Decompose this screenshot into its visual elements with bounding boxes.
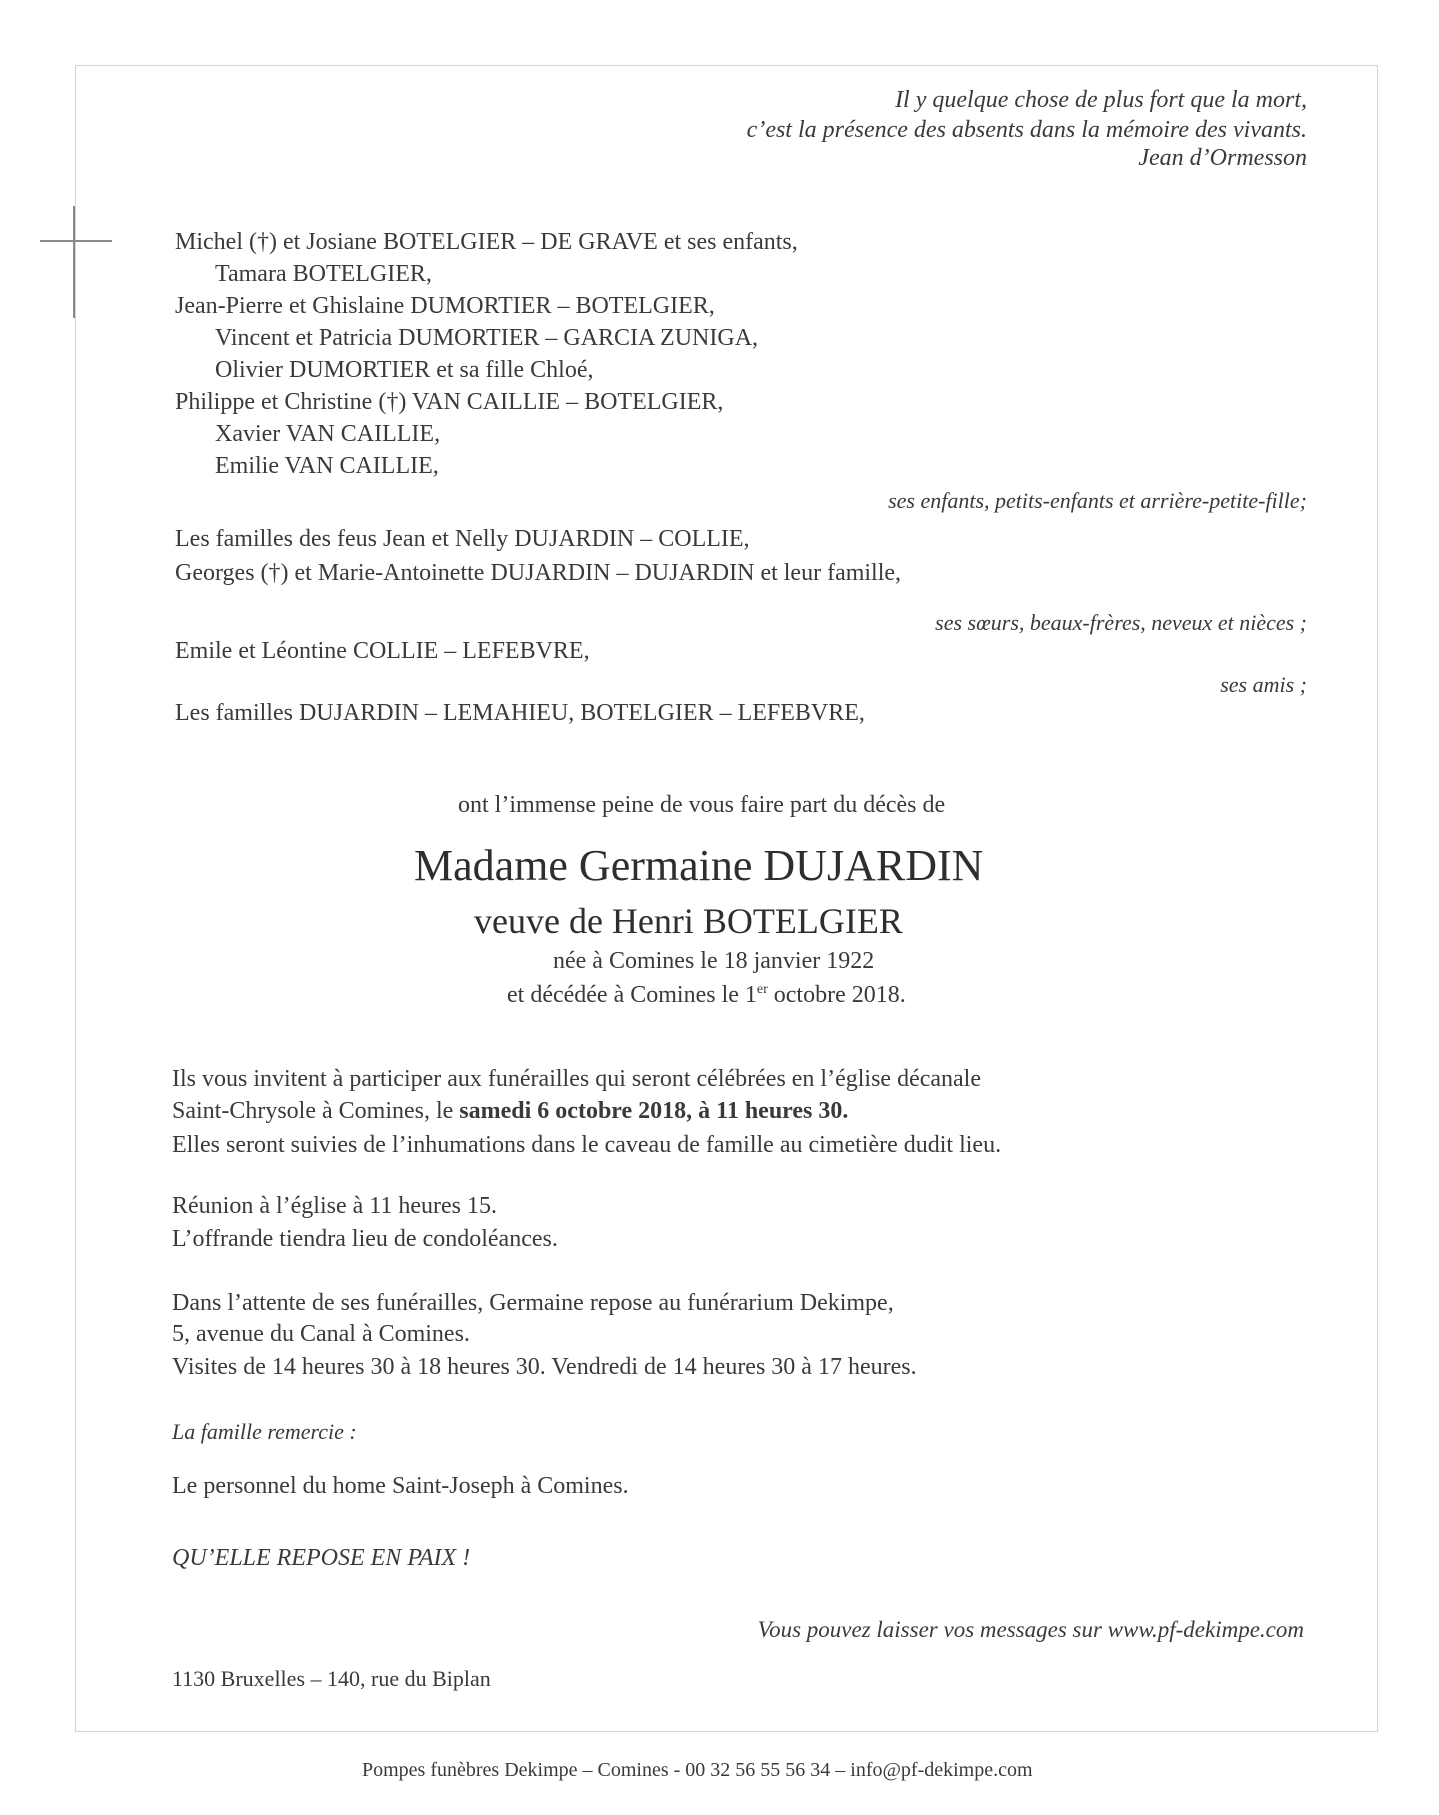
visits-line: Visites de 14 heures 30 à 18 heures 30. Vendredi de 14 heures 30 à 17 heures. [172,1354,917,1380]
family-line-1: Michel (†) et Josiane BOTELGIER – DE GRAVE et ses enfants, [175,229,798,255]
address-line: 1130 Bruxelles – 140, rue du Biplan [172,1666,491,1691]
reunion-line: Réunion à l’église à 11 heures 15. [172,1193,498,1219]
deceased-spouse: veuve de Henri BOTELGIER [474,901,903,941]
funeral-line-1: Ils vous invitent à participer aux funérailles qui seront célébrées en l’église décanale [172,1066,982,1092]
family-line-7: Xavier VAN CAILLIE, [215,421,441,447]
funeral-line-3: Elles seront suivies de l’inhumations dans le caveau de famille au cimetière dudit lieu. [172,1132,1002,1158]
funeral-line-2: Saint-Chrysole à Comines, le samedi 6 octobre 2018, à 11 heures 30. [172,1098,849,1124]
death-line: et décédée à Comines le 1er octobre 2018. [507,982,906,1008]
deceased-name: Madame Germaine DUJARDIN [414,841,984,890]
family-line-5: Olivier DUMORTIER et sa fille Chloé, [215,357,594,383]
quote-author: Jean d’Ormesson [1138,145,1307,171]
family-line-4: Vincent et Patricia DUMORTIER – GARCIA ZUNIGA, [215,325,759,351]
family-line-8: Emilie VAN CAILLIE, [215,453,439,479]
family-role-siblings: ses sœurs, beaux-frères, neveux et nièces ; [935,610,1307,635]
quote-line-1: Il y quelque chose de plus fort que la mort, [895,87,1307,113]
family-role-children: ses enfants, petits-enfants et arrière-petite-fille; [888,488,1307,513]
family-line-2: Tamara BOTELGIER, [215,261,432,287]
offering-line: L’offrande tiendra lieu de condoléances. [172,1226,558,1252]
quote-line-2: c’est la présence des absents dans la mémoire des vivants. [746,117,1307,143]
footer-line: Pompes funèbres Dekimpe – Comines - 00 32 56 55 56 34 – info@pf-dekimpe.com [362,1759,1033,1781]
funerarium-line: Dans l’attente de ses funérailles, Germaine repose au funérarium Dekimpe, [172,1290,894,1316]
family-line-12: Les familles DUJARDIN – LEMAHIEU, BOTELGIER – LEFEBVRE, [175,700,865,726]
family-line-11: Emile et Léontine COLLIE – LEFEBVRE, [175,638,590,664]
family-role-friends: ses amis ; [1220,672,1307,697]
announcement-intro: ont l’immense peine de vous faire part du décès de [458,792,946,818]
messages-line: Vous pouvez laisser vos messages sur www.pf-dekimpe.com [757,1617,1304,1642]
thanks-text: Le personnel du home Saint-Joseph à Comines. [172,1473,629,1499]
family-line-10: Georges (†) et Marie-Antoinette DUJARDIN – DUJARDIN et leur famille, [175,560,902,586]
funerarium-address: 5, avenue du Canal à Comines. [172,1321,470,1347]
family-line-6: Philippe et Christine (†) VAN CAILLIE – BOTELGIER, [175,389,724,415]
rip-line: QU’ELLE REPOSE EN PAIX ! [172,1545,471,1571]
birth-line: née à Comines le 18 janvier 1922 [553,948,875,974]
family-line-3: Jean-Pierre et Ghislaine DUMORTIER – BOTELGIER, [175,293,715,319]
thanks-heading: La famille remercie : [172,1419,357,1444]
family-line-9: Les familles des feus Jean et Nelly DUJARDIN – COLLIE, [175,526,750,552]
